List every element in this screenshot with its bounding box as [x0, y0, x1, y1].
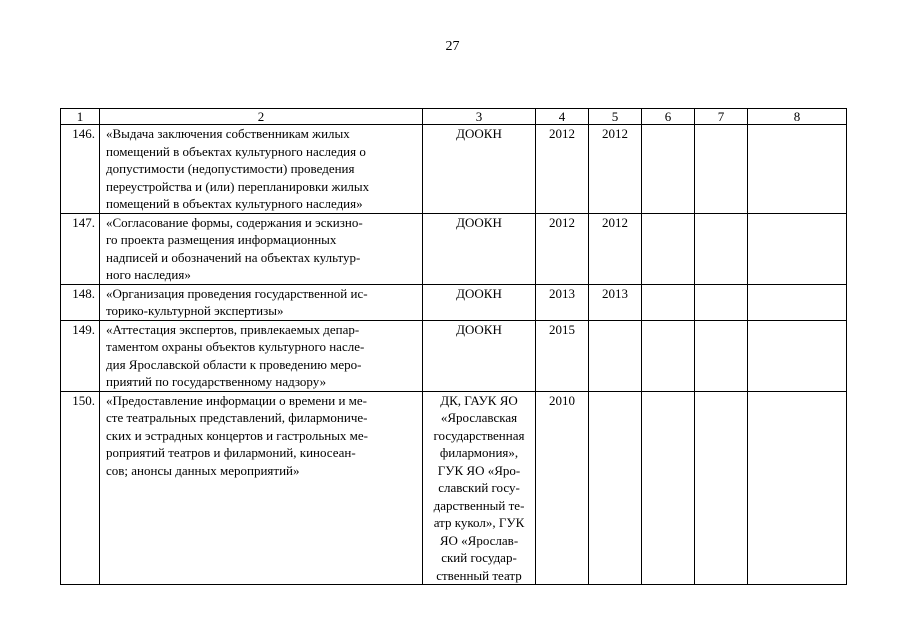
table-row	[61, 125, 847, 214]
services-table	[60, 108, 847, 585]
service-description	[100, 320, 423, 391]
executor-line: ДООКН	[456, 126, 502, 141]
description-line: ного наследия»	[106, 267, 191, 282]
service-description	[100, 125, 423, 214]
cell-col-8	[748, 320, 847, 391]
row-number: 149.	[61, 320, 100, 391]
executor	[423, 320, 536, 391]
year-col-4: 2012	[536, 213, 589, 284]
table-row	[61, 284, 847, 320]
cell-col-7	[695, 213, 748, 284]
description-line: ских и эстрадных концертов и гастрольных ме-	[106, 427, 369, 443]
cell-col-6	[642, 125, 695, 214]
row-number: 148.	[61, 284, 100, 320]
cell-col-6	[642, 284, 695, 320]
description-line: переустройства и (или) перепланировки жилых	[106, 178, 370, 194]
description-line: сов; анонсы данных мероприятий»	[106, 462, 300, 478]
executor-line: ДООКН	[456, 214, 502, 230]
page-number: 27	[445, 39, 460, 54]
year-col-5: 2013	[589, 284, 642, 320]
year-col-5: 2012	[589, 213, 642, 284]
description-line: помещений в объектах культурного наследия»	[106, 196, 363, 211]
column-header: 5	[589, 109, 642, 125]
cell-col-7	[695, 284, 748, 320]
executor-line: ДК, ГАУК ЯО	[440, 392, 518, 408]
service-description	[100, 284, 423, 320]
description-line: надписей и обозначений на объектах культур-	[106, 249, 361, 265]
row-number: 150.	[61, 391, 100, 585]
year-col-4: 2015	[536, 320, 589, 391]
executor	[423, 391, 536, 585]
cell-col-8	[748, 125, 847, 214]
year-col-4: 2013	[536, 284, 589, 320]
year-col-4: 2010	[536, 391, 589, 585]
executor-line: атр кукол», ГУК	[433, 515, 525, 530]
description-line: го проекта размещения информационных	[106, 232, 337, 247]
column-header: 1	[61, 109, 100, 125]
description-line: «Организация проведения государственной ис-	[106, 285, 368, 301]
column-header: 6	[642, 109, 695, 125]
table-row	[61, 213, 847, 284]
cell-col-6	[642, 213, 695, 284]
description-line: дия Ярославской области к проведению меро-	[106, 356, 362, 372]
column-header: 4	[536, 109, 589, 125]
description-line: торико-культурной экспертизы»	[106, 303, 284, 318]
executor-line: ственный театр	[436, 567, 522, 583]
service-description	[100, 213, 423, 284]
cell-col-6	[642, 320, 695, 391]
description-line: приятий по государственному надзору»	[106, 374, 327, 389]
executor-line: ДООКН	[456, 285, 502, 301]
description-line: роприятий театров и филармоний, киносеан-	[106, 445, 356, 460]
year-col-5: 2012	[589, 125, 642, 214]
description-line: сте театральных представлений, филармониче-	[106, 410, 368, 425]
column-header: 7	[695, 109, 748, 125]
description-line: «Выдача заключения собственникам жилых	[106, 126, 350, 141]
table-row	[61, 320, 847, 391]
executor-line: ЯО «Ярослав-	[439, 532, 519, 548]
cell-col-8	[748, 391, 847, 585]
executor-line: славский госу-	[438, 480, 520, 495]
description-line: «Согласование формы, содержания и эскизно-	[106, 214, 363, 230]
executor-line: дарственный те-	[433, 497, 525, 513]
year-col-5	[589, 320, 642, 391]
executor	[423, 284, 536, 320]
executor-line: ГУК ЯО «Яро-	[437, 462, 521, 478]
executor	[423, 213, 536, 284]
service-description	[100, 391, 423, 585]
cell-col-8	[748, 284, 847, 320]
executor-line: ский государ-	[441, 550, 517, 565]
description-line: «Аттестация экспертов, привлекаемых депар-	[106, 321, 360, 337]
executor-line: ДООКН	[456, 321, 502, 337]
year-col-5	[589, 391, 642, 585]
table-row	[61, 391, 847, 585]
column-header: 2	[100, 109, 423, 125]
row-number: 147.	[61, 213, 100, 284]
executor-line: государственная	[433, 427, 525, 443]
description-line: «Предоставление информации о времени и ме-	[106, 392, 367, 408]
column-header: 3	[423, 109, 536, 125]
description-line: таментом охраны объектов культурного насле-	[106, 339, 365, 354]
cell-col-8	[748, 213, 847, 284]
column-header: 8	[748, 109, 847, 125]
table-header-row	[61, 109, 847, 125]
year-col-4: 2012	[536, 125, 589, 214]
cell-col-7	[695, 125, 748, 214]
cell-col-6	[642, 391, 695, 585]
row-number: 146.	[61, 125, 100, 214]
cell-col-7	[695, 320, 748, 391]
description-line: допустимости (недопустимости) проведения	[106, 161, 355, 176]
description-line: помещений в объектах культурного наследия о	[106, 143, 366, 159]
executor-line: «Ярославская	[440, 410, 518, 425]
cell-col-7	[695, 391, 748, 585]
executor-line: филармония»,	[439, 445, 519, 460]
executor	[423, 125, 536, 214]
